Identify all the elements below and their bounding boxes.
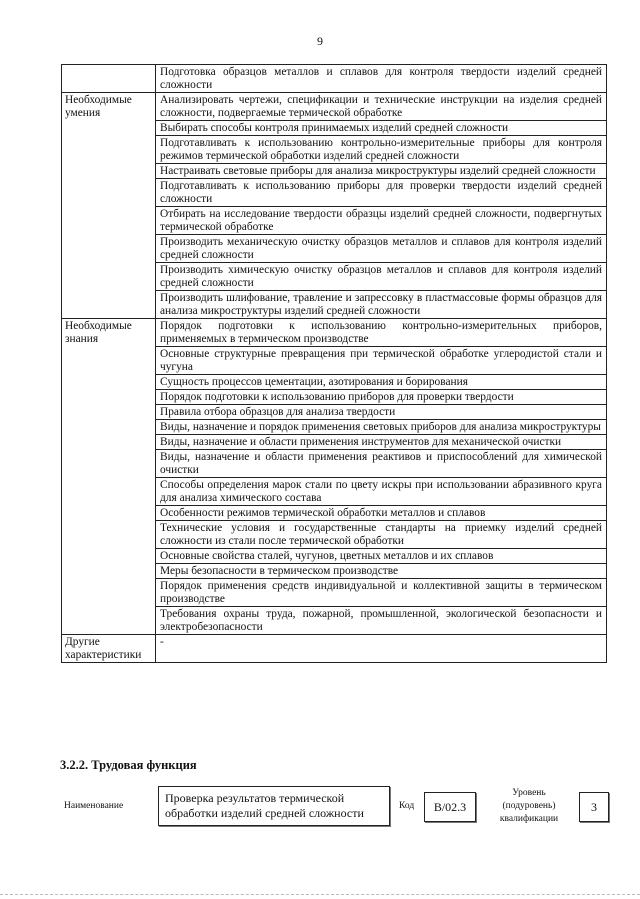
row-group-label: Другие характеристики: [62, 635, 156, 663]
table-cell: Сущность процессов цементации, азотирования и борирования: [156, 375, 607, 390]
table-cell: Виды, назначение и области применения реактивов и приспособлений для химической очистки: [156, 450, 607, 478]
scan-edge-line: [0, 894, 640, 896]
table-cell: Подготавливать к использованию контрольно-измерительные приборы для контроля режимов термической обработки изделий средней сложности: [156, 136, 607, 164]
table-cell: Технические условия и государственные стандарты на приемку изделий средней сложности из стали после термической обработки: [156, 521, 607, 549]
table-cell: Основные свойства сталей, чугунов, цветных металлов и их сплавов: [156, 549, 607, 564]
labor-function-row: [0, 782, 640, 832]
table-cell: Производить химическую очистку образцов металлов и сплавов для контроля изделий средней сложности: [156, 263, 607, 291]
level-label: Уровень (подуровень) квалификации: [499, 788, 559, 824]
table-cell: Подготавливать к использованию приборы для проверки твердости изделий средней сложности: [156, 179, 607, 207]
table-cell: -: [156, 635, 607, 663]
table-cell: Правила отбора образцов для анализа твердости: [156, 405, 607, 420]
table-cell: Порядок подготовки к использованию приборов для проверки твердости: [156, 390, 607, 405]
level-value-box: 3: [579, 792, 609, 822]
table-cell: Способы определения марок стали по цвету искры при использовании абразивного круга для анализа химического состава: [156, 478, 607, 506]
table-cell: Порядок применения средств индивидуальной и коллективной защиты в термическом производстве: [156, 579, 607, 607]
table-cell: Виды, назначение и порядок применения световых приборов для анализа микроструктуры: [156, 420, 607, 435]
name-label: Наименование: [64, 801, 124, 811]
row-group-label: [62, 65, 156, 93]
table-cell: Особенности режимов термической обработки металлов и сплавов: [156, 506, 607, 521]
table-row: [62, 93, 607, 121]
name-value-box: Проверка результатов термической обработки изделий средней сложности: [158, 786, 390, 826]
table-row: [62, 319, 607, 347]
table-cell: Выбирать способы контроля принимаемых изделий средней сложности: [156, 121, 607, 136]
requirements-table: [61, 64, 607, 663]
table-cell: Меры безопасности в термическом производстве: [156, 564, 607, 579]
table-cell: Порядок подготовки к использованию контрольно-измерительных приборов, применяемых в термическом производстве: [156, 319, 607, 347]
table-cell: Виды, назначение и области применения инструментов для механической очистки: [156, 435, 607, 450]
table-cell: Подготовка образцов металлов и сплавов для контроля твердости изделий средней сложности: [156, 65, 607, 93]
table-cell: Основные структурные превращения при термической обработке углеродистой стали и чугуна: [156, 347, 607, 375]
table-cell: Производить механическую очистку образцов металлов и сплавов для контроля изделий средней сложности: [156, 235, 607, 263]
table-cell: Производить шлифование, травление и запрессовку в пластмассовые формы образцов для анализа микроструктуры изделий средней сложности: [156, 291, 607, 319]
row-group-label: Необходимые знания: [62, 319, 156, 635]
code-value-box: B/02.3: [424, 792, 476, 822]
page-number: 9: [317, 34, 323, 48]
table-row: [62, 635, 607, 663]
table-row: [62, 65, 607, 93]
table-cell: Анализировать чертежи, спецификации и технические инструкции на изделия средней сложности, подвергаемые термической обработке: [156, 93, 607, 121]
table-cell: Отбирать на исследование твердости образцы изделий средней сложности, подвергнутых термической обработке: [156, 207, 607, 235]
table-cell: Требования охраны труда, пожарной, промышленной, экологической безопасности и электробезопасности: [156, 607, 607, 635]
section-title: 3.2.2. Трудовая функция: [60, 758, 197, 772]
table-cell: Настраивать световые приборы для анализа микроструктуры изделий средней сложности: [156, 164, 607, 179]
code-label: Код: [399, 801, 415, 811]
row-group-label: Необходимые умения: [62, 93, 156, 319]
